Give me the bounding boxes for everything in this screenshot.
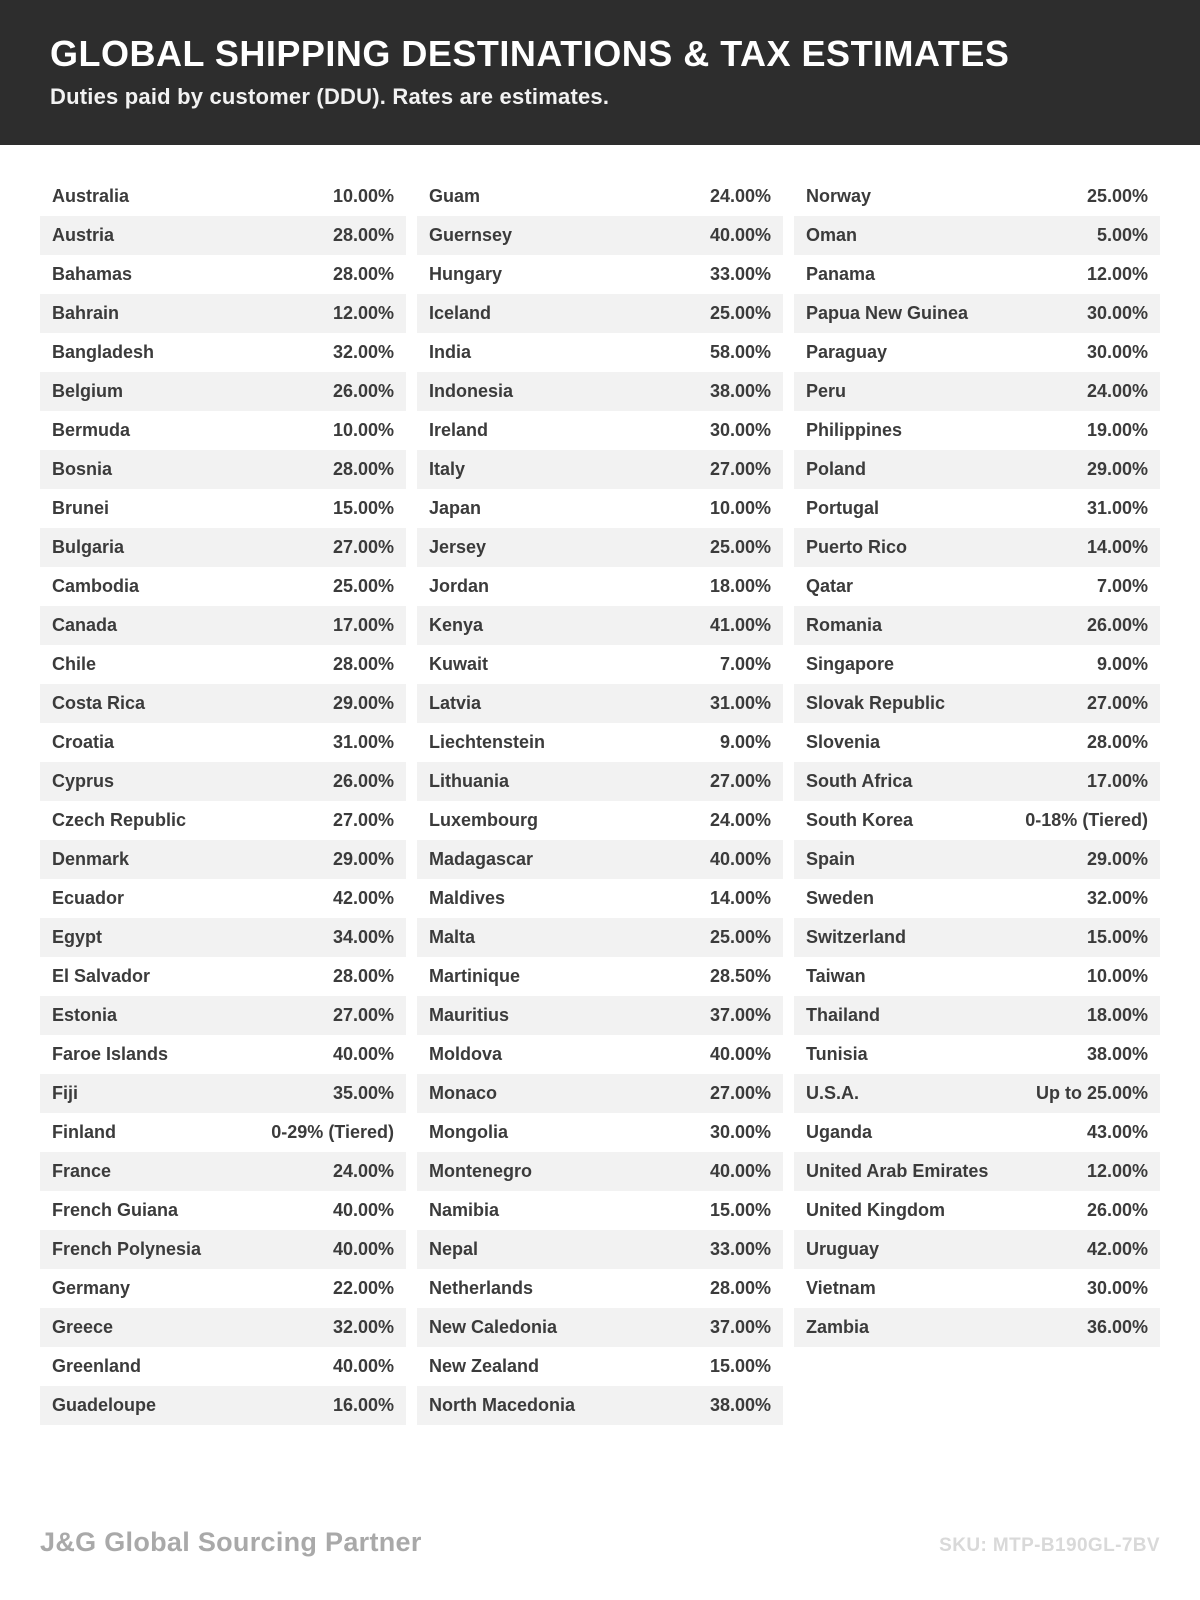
country-name: Bangladesh <box>52 342 155 362</box>
country-name: Madagascar <box>429 849 534 869</box>
table-row <box>794 333 1160 372</box>
table-row <box>794 255 1160 294</box>
tax-rate: 25.00% <box>709 303 771 323</box>
table-row <box>794 801 1160 840</box>
country-name: Bahamas <box>52 264 133 284</box>
table-row <box>40 1269 406 1308</box>
tax-rate: 32.00% <box>332 342 394 362</box>
country-name: North Macedonia <box>429 1395 576 1415</box>
tax-rate: 26.00% <box>332 771 394 791</box>
tax-rate: 41.00% <box>709 615 771 635</box>
country-name: Mongolia <box>429 1122 508 1142</box>
table-row <box>40 333 406 372</box>
country-name: Portugal <box>806 498 880 518</box>
country-name: Thailand <box>806 1005 881 1025</box>
tax-rate: 15.00% <box>709 1356 771 1376</box>
country-name: Peru <box>806 381 847 401</box>
table-row <box>417 450 783 489</box>
country-name: Nepal <box>429 1239 479 1259</box>
country-name: Greece <box>52 1317 114 1337</box>
country-name: Brunei <box>52 498 110 518</box>
country-name: Belgium <box>52 381 124 401</box>
page-title: GLOBAL SHIPPING DESTINATIONS & TAX ESTIMATES <box>50 33 1010 74</box>
tax-rate: 25.00% <box>332 576 394 596</box>
table-row <box>794 1269 1160 1308</box>
tax-rate: 28.00% <box>332 459 394 479</box>
country-name: Puerto Rico <box>806 537 908 557</box>
table-row <box>40 216 406 255</box>
table-row <box>40 1347 406 1386</box>
tax-rate: 18.00% <box>1086 1005 1148 1025</box>
tax-rate: 25.00% <box>709 537 771 557</box>
country-name: Mauritius <box>429 1005 510 1025</box>
country-name: Luxembourg <box>429 810 539 830</box>
country-name: Papua New Guinea <box>806 303 969 323</box>
table-row <box>40 372 406 411</box>
country-name: Cambodia <box>52 576 140 596</box>
country-name: Qatar <box>806 576 854 596</box>
brand-name: J&G Global Sourcing Partner <box>40 1527 422 1557</box>
country-name: Czech Republic <box>52 810 187 830</box>
country-name: Latvia <box>429 693 482 713</box>
table-row <box>794 996 1160 1035</box>
tax-rate: 30.00% <box>709 1122 771 1142</box>
tax-rate: 38.00% <box>709 381 771 401</box>
country-name: Denmark <box>52 849 130 869</box>
table-row <box>794 567 1160 606</box>
country-name: Kuwait <box>429 654 489 674</box>
table-row <box>417 996 783 1035</box>
table-row <box>794 957 1160 996</box>
table-row <box>417 177 783 216</box>
table-row <box>417 216 783 255</box>
table-row <box>40 1386 406 1425</box>
table-row <box>417 567 783 606</box>
table-row <box>40 1152 406 1191</box>
table-row <box>794 1308 1160 1347</box>
tax-rate: Up to 25.00% <box>1035 1083 1148 1103</box>
table-row <box>417 918 783 957</box>
table-row <box>794 489 1160 528</box>
country-name: Canada <box>52 615 118 635</box>
country-name: Hungary <box>429 264 503 284</box>
tax-rate: 10.00% <box>1086 966 1148 986</box>
country-name: Slovenia <box>806 732 881 752</box>
tax-rate: 31.00% <box>1086 498 1148 518</box>
tax-rate: 40.00% <box>332 1239 394 1259</box>
tax-rate: 15.00% <box>332 498 394 518</box>
country-name: Uganda <box>806 1122 873 1142</box>
table-row <box>417 957 783 996</box>
tax-rate: 27.00% <box>332 537 394 557</box>
tax-rate: 28.00% <box>709 1278 771 1298</box>
tax-rate: 5.00% <box>1096 225 1148 245</box>
tax-rate: 30.00% <box>1086 1278 1148 1298</box>
country-name: Netherlands <box>429 1278 534 1298</box>
table-row <box>417 1230 783 1269</box>
tax-rate: 9.00% <box>719 732 771 752</box>
rates-column-1 <box>40 177 406 1425</box>
table-row <box>40 411 406 450</box>
tax-rate: 16.00% <box>332 1395 394 1415</box>
tax-rate: 27.00% <box>709 771 771 791</box>
rates-column-3 <box>794 177 1160 1425</box>
country-name: Spain <box>806 849 856 869</box>
table-row <box>40 996 406 1035</box>
tax-rate: 10.00% <box>332 420 394 440</box>
table-row <box>40 1035 406 1074</box>
tax-rate: 30.00% <box>709 420 771 440</box>
table-row <box>417 684 783 723</box>
country-name: Indonesia <box>429 381 514 401</box>
table-row <box>794 1152 1160 1191</box>
table-row <box>794 177 1160 216</box>
tax-rate: 28.00% <box>332 654 394 674</box>
country-name: Croatia <box>52 732 115 752</box>
page-subtitle: Duties paid by customer (DDU). Rates are estimates. <box>50 83 610 109</box>
country-name: Bahrain <box>52 303 120 323</box>
table-row <box>40 606 406 645</box>
tax-rate: 25.00% <box>709 927 771 947</box>
table-row <box>794 606 1160 645</box>
tax-rate: 14.00% <box>1086 537 1148 557</box>
table-row <box>794 528 1160 567</box>
table-row <box>40 450 406 489</box>
tax-rate: 37.00% <box>709 1005 771 1025</box>
tax-rate: 27.00% <box>332 810 394 830</box>
tax-rate: 24.00% <box>709 186 771 206</box>
tax-rate: 36.00% <box>1086 1317 1148 1337</box>
country-name: Malta <box>429 927 476 947</box>
tax-rate: 28.00% <box>1086 732 1148 752</box>
country-name: Ecuador <box>52 888 125 908</box>
table-row <box>794 1191 1160 1230</box>
country-name: Austria <box>52 225 115 245</box>
table-row <box>417 840 783 879</box>
tax-rate: 34.00% <box>332 927 394 947</box>
tax-rate: 14.00% <box>709 888 771 908</box>
tax-rate: 15.00% <box>709 1200 771 1220</box>
tax-rate: 38.00% <box>1086 1044 1148 1064</box>
table-row <box>417 1074 783 1113</box>
table-row <box>794 1113 1160 1152</box>
table-row <box>40 801 406 840</box>
country-name: Cyprus <box>52 771 115 791</box>
table-row <box>417 1152 783 1191</box>
country-name: Kenya <box>429 615 484 635</box>
tax-rate: 30.00% <box>1086 342 1148 362</box>
tax-rate: 29.00% <box>1086 459 1148 479</box>
tax-rate: 22.00% <box>332 1278 394 1298</box>
table-row <box>794 1035 1160 1074</box>
country-name: Finland <box>52 1122 116 1142</box>
table-row <box>417 528 783 567</box>
table-row <box>417 1269 783 1308</box>
tax-rate: 10.00% <box>332 186 394 206</box>
tax-rate: 29.00% <box>332 693 394 713</box>
tax-rate: 27.00% <box>332 1005 394 1025</box>
tax-rate: 40.00% <box>332 1200 394 1220</box>
table-row <box>40 177 406 216</box>
country-name: Jersey <box>429 537 487 557</box>
table-row <box>40 645 406 684</box>
tax-rate: 27.00% <box>1086 693 1148 713</box>
tax-rate: 7.00% <box>719 654 771 674</box>
tax-rate: 0-29% (Tiered) <box>271 1122 394 1142</box>
country-name: French Guiana <box>52 1200 179 1220</box>
tax-rate: 33.00% <box>709 264 771 284</box>
country-name: Fiji <box>52 1083 78 1103</box>
table-row <box>417 294 783 333</box>
country-name: Germany <box>52 1278 131 1298</box>
tax-rate: 40.00% <box>709 1161 771 1181</box>
country-name: Italy <box>429 459 466 479</box>
country-name: India <box>429 342 472 362</box>
tax-rate: 7.00% <box>1096 576 1148 596</box>
table-row <box>794 840 1160 879</box>
tax-rate: 27.00% <box>709 459 771 479</box>
country-name: Guadeloupe <box>52 1395 157 1415</box>
tax-rate: 35.00% <box>332 1083 394 1103</box>
tax-rate: 12.00% <box>1086 1161 1148 1181</box>
table-row <box>40 1308 406 1347</box>
table-row <box>417 1386 783 1425</box>
tax-rates-table <box>0 177 1200 1425</box>
country-name: Japan <box>429 498 482 518</box>
country-name: Montenegro <box>429 1161 532 1181</box>
country-name: Singapore <box>806 654 895 674</box>
table-row <box>417 879 783 918</box>
country-name: Estonia <box>52 1005 118 1025</box>
country-name: South Africa <box>806 771 913 791</box>
table-row <box>40 1113 406 1152</box>
country-name: Guernsey <box>429 225 513 245</box>
tax-rate: 17.00% <box>332 615 394 635</box>
country-name: Australia <box>52 186 130 206</box>
country-name: Switzerland <box>806 927 907 947</box>
table-row <box>417 723 783 762</box>
table-row <box>794 918 1160 957</box>
tax-rate: 25.00% <box>1086 186 1148 206</box>
country-name: Costa Rica <box>52 693 146 713</box>
tax-rate: 32.00% <box>1086 888 1148 908</box>
table-row <box>794 684 1160 723</box>
table-row <box>40 840 406 879</box>
table-row <box>40 1230 406 1269</box>
table-row <box>794 1074 1160 1113</box>
country-name: Bosnia <box>52 459 113 479</box>
table-row <box>417 1035 783 1074</box>
tax-rate: 0-18% (Tiered) <box>1025 810 1148 830</box>
country-name: Iceland <box>429 303 492 323</box>
country-name: Moldova <box>429 1044 503 1064</box>
table-row <box>40 762 406 801</box>
tax-rate: 9.00% <box>1096 654 1148 674</box>
table-row <box>40 294 406 333</box>
tax-rate: 29.00% <box>332 849 394 869</box>
header-banner <box>0 0 1200 145</box>
country-name: New Caledonia <box>429 1317 558 1337</box>
table-row <box>417 645 783 684</box>
country-name: Taiwan <box>806 966 866 986</box>
tax-rate: 31.00% <box>332 732 394 752</box>
table-row <box>40 255 406 294</box>
country-name: U.S.A. <box>806 1083 860 1103</box>
tax-rate: 24.00% <box>1086 381 1148 401</box>
table-row <box>40 918 406 957</box>
table-row <box>794 294 1160 333</box>
tax-rate: 24.00% <box>332 1161 394 1181</box>
tax-rate: 30.00% <box>1086 303 1148 323</box>
tax-rate: 18.00% <box>709 576 771 596</box>
country-name: Oman <box>806 225 858 245</box>
footer <box>40 1527 1160 1558</box>
tax-rate: 31.00% <box>709 693 771 713</box>
country-name: Martinique <box>429 966 521 986</box>
country-name: Jordan <box>429 576 490 596</box>
country-name: Philippines <box>806 420 903 440</box>
tax-rate: 32.00% <box>332 1317 394 1337</box>
tax-rate: 12.00% <box>332 303 394 323</box>
country-name: New Zealand <box>429 1356 540 1376</box>
table-row <box>794 216 1160 255</box>
country-name: French Polynesia <box>52 1239 202 1259</box>
country-name: Maldives <box>429 888 506 908</box>
table-row <box>794 879 1160 918</box>
tax-rate: 28.00% <box>332 966 394 986</box>
table-row <box>417 255 783 294</box>
table-row <box>417 489 783 528</box>
country-name: United Arab Emirates <box>806 1161 989 1181</box>
country-name: Greenland <box>52 1356 142 1376</box>
country-name: Egypt <box>52 927 103 947</box>
country-name: Ireland <box>429 420 489 440</box>
table-row <box>417 1113 783 1152</box>
table-row <box>40 1074 406 1113</box>
country-name: Monaco <box>429 1083 498 1103</box>
country-name: Norway <box>806 186 872 206</box>
table-row <box>417 762 783 801</box>
tax-rate: 26.00% <box>332 381 394 401</box>
country-name: Sweden <box>806 888 875 908</box>
country-name: Vietnam <box>806 1278 876 1298</box>
table-row <box>417 606 783 645</box>
country-name: Tunisia <box>806 1044 868 1064</box>
table-row <box>417 411 783 450</box>
table-row <box>417 1308 783 1347</box>
table-row <box>40 957 406 996</box>
country-name: El Salvador <box>52 966 151 986</box>
country-name: Poland <box>806 459 867 479</box>
country-name: United Kingdom <box>806 1200 945 1220</box>
table-row <box>794 450 1160 489</box>
tax-rate: 40.00% <box>709 1044 771 1064</box>
tax-rate: 43.00% <box>1086 1122 1148 1142</box>
tax-rate: 29.00% <box>1086 849 1148 869</box>
country-name: Liechtenstein <box>429 732 546 752</box>
tax-rate: 40.00% <box>332 1044 394 1064</box>
sku-label: SKU: MTP-B190GL-7BV <box>939 1535 1160 1556</box>
table-row <box>417 801 783 840</box>
tax-rate: 42.00% <box>1086 1239 1148 1259</box>
country-name: Faroe Islands <box>52 1044 169 1064</box>
table-row <box>794 645 1160 684</box>
table-row <box>417 1191 783 1230</box>
table-row <box>40 1191 406 1230</box>
tax-rate: 15.00% <box>1086 927 1148 947</box>
tax-rate: 17.00% <box>1086 771 1148 791</box>
country-name: Lithuania <box>429 771 509 791</box>
country-name: France <box>52 1161 112 1181</box>
rates-column-2 <box>417 177 783 1425</box>
country-name: Namibia <box>429 1200 500 1220</box>
tax-rate: 40.00% <box>709 225 771 245</box>
tax-rate: 24.00% <box>709 810 771 830</box>
table-row <box>794 1230 1160 1269</box>
tax-rate: 38.00% <box>709 1395 771 1415</box>
table-row <box>40 879 406 918</box>
tax-rate: 10.00% <box>709 498 771 518</box>
country-name: Zambia <box>806 1317 870 1337</box>
table-row <box>794 411 1160 450</box>
table-row <box>417 372 783 411</box>
table-row <box>40 528 406 567</box>
tax-rate: 33.00% <box>709 1239 771 1259</box>
country-name: Chile <box>52 654 97 674</box>
tax-rate: 12.00% <box>1086 264 1148 284</box>
country-name: Slovak Republic <box>806 693 946 713</box>
country-name: Bermuda <box>52 420 131 440</box>
table-row <box>794 762 1160 801</box>
tax-rate: 40.00% <box>332 1356 394 1376</box>
table-row <box>417 1347 783 1386</box>
country-name: Bulgaria <box>52 537 125 557</box>
tax-rate: 37.00% <box>709 1317 771 1337</box>
tax-rate: 42.00% <box>332 888 394 908</box>
country-name: South Korea <box>806 810 914 830</box>
tax-rate: 26.00% <box>1086 615 1148 635</box>
table-row <box>40 489 406 528</box>
table-row <box>40 684 406 723</box>
tax-rate: 40.00% <box>709 849 771 869</box>
table-row <box>417 333 783 372</box>
table-row <box>794 372 1160 411</box>
tax-rate: 28.50% <box>709 966 771 986</box>
country-name: Paraguay <box>806 342 888 362</box>
tax-rate: 27.00% <box>709 1083 771 1103</box>
country-name: Uruguay <box>806 1239 880 1259</box>
table-row <box>40 723 406 762</box>
table-row <box>794 723 1160 762</box>
country-name: Guam <box>429 186 481 206</box>
table-row <box>40 567 406 606</box>
country-name: Romania <box>806 615 883 635</box>
tax-rate: 28.00% <box>332 225 394 245</box>
tax-rate: 28.00% <box>332 264 394 284</box>
tax-rate: 26.00% <box>1086 1200 1148 1220</box>
tax-rate: 19.00% <box>1086 420 1148 440</box>
country-name: Panama <box>806 264 876 284</box>
tax-rate: 58.00% <box>709 342 771 362</box>
